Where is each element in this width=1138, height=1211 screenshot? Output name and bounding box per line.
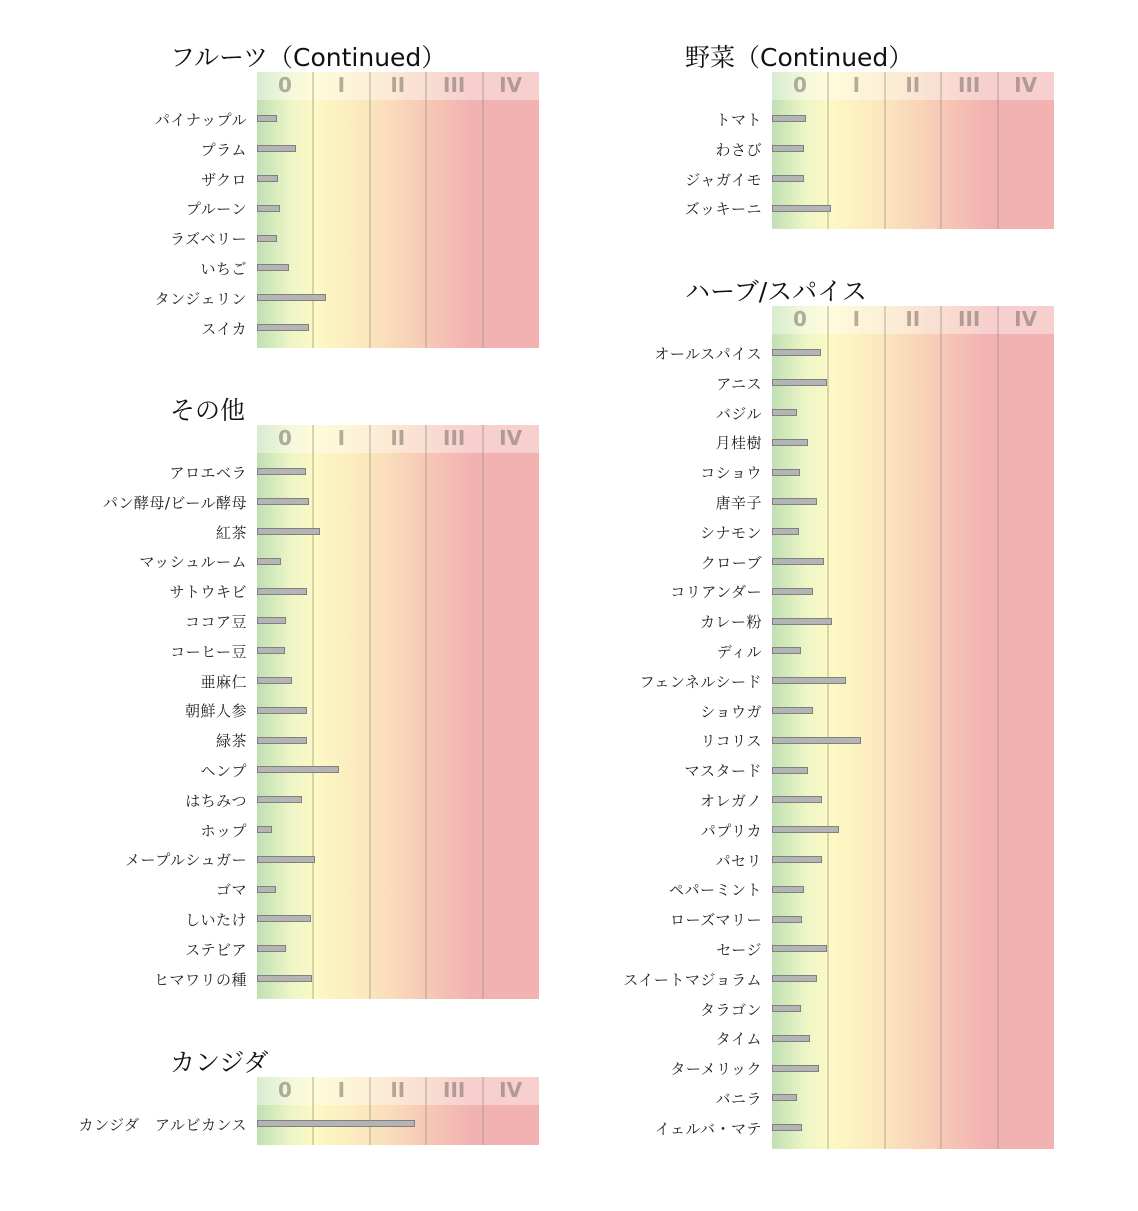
data-bar xyxy=(772,767,808,774)
level-tick-label: I xyxy=(852,73,861,97)
category-label: ホップ xyxy=(200,821,247,840)
category-label: ペパーミント xyxy=(668,881,762,900)
data-bar xyxy=(772,1094,797,1101)
data-bar xyxy=(257,707,307,714)
data-bar xyxy=(257,528,320,535)
plot-area xyxy=(772,72,1054,229)
category-label: バジル xyxy=(715,404,762,423)
level-tick-label: 0 xyxy=(278,1078,292,1102)
category-label: マッシュルーム xyxy=(139,553,247,572)
category-label: オレガノ xyxy=(699,791,762,810)
level-tick-label: III xyxy=(958,307,981,331)
data-bar xyxy=(257,1120,415,1127)
category-label: 緑茶 xyxy=(215,732,247,751)
grid-line xyxy=(312,1077,314,1145)
data-bar xyxy=(772,826,839,833)
level-tick-label: III xyxy=(443,73,466,97)
category-label: プルーン xyxy=(185,200,247,219)
level-tick-label: 0 xyxy=(278,73,292,97)
grid-line xyxy=(482,72,484,348)
data-bar xyxy=(772,558,824,565)
data-bar xyxy=(772,439,808,446)
data-bar xyxy=(772,796,822,803)
data-bar xyxy=(772,1005,801,1012)
level-tick-label: II xyxy=(390,73,406,97)
data-bar xyxy=(772,677,846,684)
category-label: パイナップル xyxy=(154,110,247,129)
data-bar xyxy=(257,468,306,475)
data-bar xyxy=(257,826,272,833)
category-label: ターメリック xyxy=(670,1060,762,1079)
data-bar xyxy=(257,558,281,565)
category-label: シナモン xyxy=(699,523,762,542)
category-label: セージ xyxy=(716,940,762,959)
plot-area xyxy=(257,72,539,348)
category-label: イェルバ・マテ xyxy=(654,1119,762,1138)
level-tick-label: IV xyxy=(499,1078,523,1102)
category-label: ショウガ xyxy=(700,702,762,721)
level-tick-label: 0 xyxy=(793,73,807,97)
data-bar xyxy=(257,205,280,212)
category-label: コリアンダー xyxy=(670,583,762,602)
data-bar xyxy=(257,294,326,301)
category-label: アニス xyxy=(716,374,762,393)
category-label: 唐辛子 xyxy=(715,493,762,512)
category-label: 月桂樹 xyxy=(715,434,762,453)
data-bar xyxy=(257,264,289,271)
grid-line xyxy=(997,306,999,1149)
data-bar xyxy=(772,916,802,923)
category-label: コーヒー豆 xyxy=(170,642,247,661)
category-label: タイム xyxy=(715,1030,762,1049)
category-label: タラゴン xyxy=(699,1000,762,1019)
data-bar xyxy=(772,409,797,416)
data-bar xyxy=(772,379,827,386)
data-bar xyxy=(257,737,307,744)
grid-line xyxy=(425,1077,427,1145)
category-label: アロエベラ xyxy=(169,463,247,482)
category-label: パプリカ xyxy=(700,821,762,840)
data-bar xyxy=(772,1124,802,1131)
data-bar xyxy=(772,737,861,744)
category-label: ジャガイモ xyxy=(685,170,762,189)
category-label: ラズベリー xyxy=(169,230,247,249)
level-tick-label: II xyxy=(905,307,921,331)
data-bar xyxy=(257,856,315,863)
category-label: トマト xyxy=(715,110,762,129)
data-bar xyxy=(772,886,804,893)
data-bar xyxy=(257,647,285,654)
panel-title: その他 xyxy=(170,396,246,425)
category-label: カンジダ アルビカンス xyxy=(78,1115,247,1134)
grid-line xyxy=(425,72,427,348)
plot-area xyxy=(257,1077,539,1145)
panel-title: カンジダ xyxy=(170,1048,269,1077)
category-label: いちご xyxy=(200,259,247,278)
grid-line xyxy=(482,425,484,999)
data-bar xyxy=(257,975,312,982)
data-bar xyxy=(772,1065,819,1072)
grid-line xyxy=(369,72,371,348)
category-label: バニラ xyxy=(715,1089,762,1108)
level-tick-label: III xyxy=(443,426,466,450)
level-tick-label: I xyxy=(337,1078,346,1102)
grid-line xyxy=(997,72,999,229)
data-bar xyxy=(257,588,307,595)
category-label: オールスパイス xyxy=(654,344,762,363)
level-tick-label: I xyxy=(852,307,861,331)
category-label: ココア豆 xyxy=(184,612,247,631)
level-tick-label: II xyxy=(390,1078,406,1102)
data-bar xyxy=(772,175,804,182)
grid-line xyxy=(482,1077,484,1145)
level-tick-label: I xyxy=(337,73,346,97)
level-tick-label: I xyxy=(337,426,346,450)
category-label: スイカ xyxy=(201,319,247,338)
level-tick-label: 0 xyxy=(278,426,292,450)
panel-title: フルーツ（Continued） xyxy=(170,43,447,72)
category-label: パセリ xyxy=(715,851,762,870)
category-label: マスタード xyxy=(684,762,762,781)
category-label: しいたけ xyxy=(184,910,247,929)
level-tick-label: IV xyxy=(1014,73,1038,97)
level-tick-label: II xyxy=(390,426,406,450)
grid-line xyxy=(369,1077,371,1145)
category-label: パン酵母/ビール酵母 xyxy=(102,493,247,512)
data-bar xyxy=(257,886,276,893)
data-bar xyxy=(772,945,827,952)
level-tick-label: III xyxy=(443,1078,466,1102)
data-bar xyxy=(772,469,800,476)
data-bar xyxy=(257,945,286,952)
category-label: 紅茶 xyxy=(215,523,247,542)
category-label: ディル xyxy=(716,642,762,661)
panel-title: 野菜（Continued） xyxy=(685,43,914,72)
data-bar xyxy=(257,915,311,922)
category-label: ゴマ xyxy=(215,881,247,900)
data-bar xyxy=(257,677,292,684)
data-bar xyxy=(257,145,296,152)
plot-area xyxy=(257,425,539,999)
category-label: リコリス xyxy=(700,732,762,751)
data-bar xyxy=(772,1035,810,1042)
grid-line xyxy=(369,425,371,999)
data-bar xyxy=(257,115,277,122)
category-label: サトウキビ xyxy=(169,583,247,602)
grid-line xyxy=(312,425,314,999)
category-label: メープルシュガー xyxy=(125,851,247,870)
grid-line xyxy=(312,72,314,348)
data-bar xyxy=(772,647,801,654)
category-label: タンジェリン xyxy=(154,289,247,308)
category-label: ローズマリー xyxy=(670,911,762,930)
data-bar xyxy=(772,707,813,714)
category-label: プラム xyxy=(200,140,247,159)
grid-line xyxy=(940,306,942,1149)
data-bar xyxy=(257,498,309,505)
category-label: コショウ xyxy=(700,464,762,483)
grid-line xyxy=(884,72,886,229)
data-bar xyxy=(772,856,822,863)
category-label: わさび xyxy=(715,140,762,159)
level-tick-label: III xyxy=(958,73,981,97)
grid-line xyxy=(827,306,829,1149)
data-bar xyxy=(772,115,806,122)
level-tick-label: IV xyxy=(499,73,523,97)
data-bar xyxy=(772,205,831,212)
data-bar xyxy=(772,145,804,152)
level-tick-label: 0 xyxy=(793,307,807,331)
grid-line xyxy=(940,72,942,229)
category-label: スイートマジョラム xyxy=(623,970,762,989)
data-bar xyxy=(772,618,832,625)
plot-area xyxy=(772,306,1054,1149)
data-bar xyxy=(772,975,817,982)
category-label: 亜麻仁 xyxy=(200,672,247,691)
data-bar xyxy=(772,498,817,505)
panel-title: ハーブ/スパイス xyxy=(685,277,867,306)
category-label: カレー粉 xyxy=(699,613,762,632)
category-label: はちみつ xyxy=(185,791,247,810)
category-label: ズッキーニ xyxy=(684,200,762,219)
category-label: ヘンプ xyxy=(200,761,247,780)
level-tick-label: IV xyxy=(499,426,523,450)
data-bar xyxy=(257,324,309,331)
level-tick-label: II xyxy=(905,73,921,97)
grid-line xyxy=(884,306,886,1149)
data-bar xyxy=(772,588,813,595)
category-label: 朝鮮人参 xyxy=(184,702,247,721)
category-label: ザクロ xyxy=(201,170,247,189)
category-label: フェンネルシード xyxy=(639,672,762,691)
category-label: ステビア xyxy=(185,940,247,959)
data-bar xyxy=(257,617,286,624)
data-bar xyxy=(257,235,277,242)
category-label: ヒマワリの種 xyxy=(153,970,247,989)
category-label: クローブ xyxy=(700,553,762,572)
data-bar xyxy=(772,528,799,535)
data-bar xyxy=(257,796,302,803)
data-bar xyxy=(772,349,821,356)
level-tick-label: IV xyxy=(1014,307,1038,331)
grid-line xyxy=(425,425,427,999)
data-bar xyxy=(257,766,339,773)
data-bar xyxy=(257,175,278,182)
